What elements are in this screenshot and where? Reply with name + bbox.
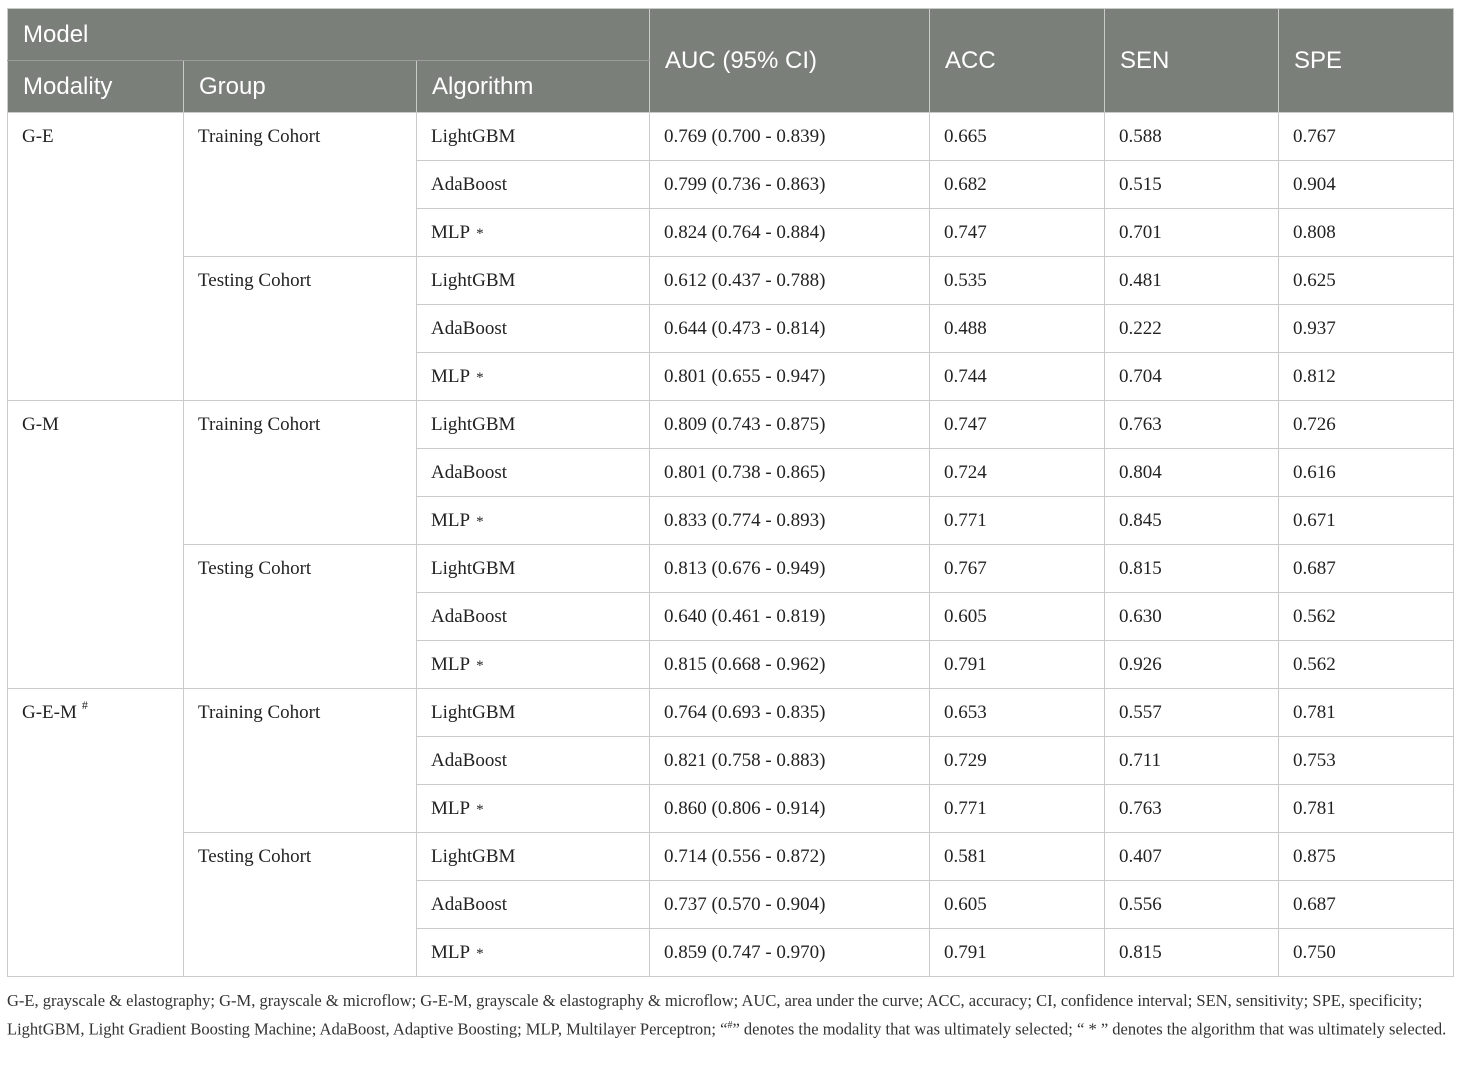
auc-cell: 0.833 (0.774 - 0.893) xyxy=(650,497,930,545)
spe-cell: 0.687 xyxy=(1279,545,1454,593)
header-modality: Modality xyxy=(8,61,184,113)
table-row xyxy=(8,401,1454,449)
auc-cell: 0.813 (0.676 - 0.949) xyxy=(650,545,930,593)
selected-algorithm-mark: * xyxy=(476,945,484,962)
algorithm-cell xyxy=(417,689,650,737)
spe-cell: 0.616 xyxy=(1279,449,1454,497)
auc-cell: 0.824 (0.764 - 0.884) xyxy=(650,209,930,257)
algorithm-cell xyxy=(417,545,650,593)
acc-cell: 0.744 xyxy=(930,353,1105,401)
spe-cell: 0.687 xyxy=(1279,881,1454,929)
algorithm-cell xyxy=(417,593,650,641)
algorithm-name: LightGBM xyxy=(431,413,516,435)
header-group: Group xyxy=(184,61,417,113)
algorithm-name: AdaBoost xyxy=(431,173,507,195)
algorithm-cell xyxy=(417,209,650,257)
algorithm-cell xyxy=(417,497,650,545)
acc-cell: 0.682 xyxy=(930,161,1105,209)
spe-cell: 0.562 xyxy=(1279,641,1454,689)
header-acc: ACC xyxy=(930,9,1105,113)
auc-cell: 0.714 (0.556 - 0.872) xyxy=(650,833,930,881)
spe-cell: 0.750 xyxy=(1279,929,1454,977)
sen-cell: 0.556 xyxy=(1105,881,1279,929)
group-cell: Training Cohort xyxy=(184,689,417,833)
spe-cell: 0.781 xyxy=(1279,785,1454,833)
auc-cell: 0.769 (0.700 - 0.839) xyxy=(650,113,930,161)
header-model: Model xyxy=(8,9,650,61)
modality-name: G-E xyxy=(22,126,54,147)
algorithm-cell xyxy=(417,881,650,929)
modality-cell xyxy=(8,401,184,689)
sen-cell: 0.630 xyxy=(1105,593,1279,641)
algorithm-cell xyxy=(417,785,650,833)
algorithm-cell xyxy=(417,929,650,977)
spe-cell: 0.767 xyxy=(1279,113,1454,161)
algorithm-name: LightGBM xyxy=(431,557,516,579)
table-row xyxy=(8,257,1454,305)
algorithm-name: MLP xyxy=(431,509,471,531)
table-row xyxy=(8,113,1454,161)
header-sen: SEN xyxy=(1105,9,1279,113)
auc-cell: 0.859 (0.747 - 0.970) xyxy=(650,929,930,977)
selected-algorithm-mark: * xyxy=(476,513,484,530)
auc-cell: 0.860 (0.806 - 0.914) xyxy=(650,785,930,833)
sen-cell: 0.804 xyxy=(1105,449,1279,497)
group-cell: Training Cohort xyxy=(184,401,417,545)
sen-cell: 0.557 xyxy=(1105,689,1279,737)
sen-cell: 0.588 xyxy=(1105,113,1279,161)
selected-algorithm-mark: * xyxy=(476,225,484,242)
auc-cell: 0.809 (0.743 - 0.875) xyxy=(650,401,930,449)
algorithm-name: MLP xyxy=(431,365,471,387)
sen-cell: 0.815 xyxy=(1105,929,1279,977)
algorithm-name: AdaBoost xyxy=(431,317,507,339)
acc-cell: 0.665 xyxy=(930,113,1105,161)
acc-cell: 0.791 xyxy=(930,641,1105,689)
algorithm-cell xyxy=(417,737,650,785)
sen-cell: 0.763 xyxy=(1105,785,1279,833)
algorithm-cell xyxy=(417,113,650,161)
algorithm-name: AdaBoost xyxy=(431,749,507,771)
header-auc: AUC (95% CI) xyxy=(650,9,930,113)
algorithm-name: MLP xyxy=(431,221,471,243)
sen-cell: 0.515 xyxy=(1105,161,1279,209)
modality-cell xyxy=(8,689,184,977)
table-row xyxy=(8,545,1454,593)
sen-cell: 0.763 xyxy=(1105,401,1279,449)
algorithm-name: LightGBM xyxy=(431,125,516,147)
footnote-algorithm-mark: * xyxy=(1088,1019,1097,1039)
spe-cell: 0.808 xyxy=(1279,209,1454,257)
footnote-part2: ” denotes the modality that was ultimately selected; “ xyxy=(732,1019,1089,1039)
spe-cell: 0.562 xyxy=(1279,593,1454,641)
acc-cell: 0.771 xyxy=(930,497,1105,545)
algorithm-cell xyxy=(417,353,650,401)
algorithm-cell xyxy=(417,641,650,689)
results-table xyxy=(7,8,1454,977)
spe-cell: 0.625 xyxy=(1279,257,1454,305)
selected-algorithm-mark: * xyxy=(476,369,484,386)
sen-cell: 0.926 xyxy=(1105,641,1279,689)
acc-cell: 0.791 xyxy=(930,929,1105,977)
auc-cell: 0.801 (0.655 - 0.947) xyxy=(650,353,930,401)
auc-cell: 0.612 (0.437 - 0.788) xyxy=(650,257,930,305)
auc-cell: 0.737 (0.570 - 0.904) xyxy=(650,881,930,929)
algorithm-name: LightGBM xyxy=(431,845,516,867)
algorithm-name: AdaBoost xyxy=(431,605,507,627)
selected-modality-mark: # xyxy=(81,698,88,712)
algorithm-name: LightGBM xyxy=(431,701,516,723)
algorithm-cell xyxy=(417,257,650,305)
group-cell: Testing Cohort xyxy=(184,257,417,401)
group-cell: Testing Cohort xyxy=(184,545,417,689)
algorithm-name: AdaBoost xyxy=(431,893,507,915)
algorithm-cell xyxy=(417,161,650,209)
header-spe: SPE xyxy=(1279,9,1454,113)
algorithm-cell xyxy=(417,401,650,449)
algorithm-name: MLP xyxy=(431,653,471,675)
acc-cell: 0.605 xyxy=(930,881,1105,929)
spe-cell: 0.753 xyxy=(1279,737,1454,785)
acc-cell: 0.771 xyxy=(930,785,1105,833)
sen-cell: 0.704 xyxy=(1105,353,1279,401)
auc-cell: 0.799 (0.736 - 0.863) xyxy=(650,161,930,209)
modality-cell xyxy=(8,113,184,401)
sen-cell: 0.815 xyxy=(1105,545,1279,593)
footnote-part3: ” denotes the algorithm that was ultimately selected. xyxy=(1096,1019,1447,1039)
modality-name: G-E-M xyxy=(22,702,77,723)
selected-algorithm-mark: * xyxy=(476,801,484,818)
algorithm-name: MLP xyxy=(431,797,471,819)
acc-cell: 0.581 xyxy=(930,833,1105,881)
table-footnote xyxy=(7,988,1457,1042)
acc-cell: 0.767 xyxy=(930,545,1105,593)
algorithm-name: MLP xyxy=(431,941,471,963)
auc-cell: 0.801 (0.738 - 0.865) xyxy=(650,449,930,497)
acc-cell: 0.724 xyxy=(930,449,1105,497)
sen-cell: 0.222 xyxy=(1105,305,1279,353)
acc-cell: 0.488 xyxy=(930,305,1105,353)
auc-cell: 0.815 (0.668 - 0.962) xyxy=(650,641,930,689)
footnote-modality-mark: # xyxy=(727,1020,733,1031)
acc-cell: 0.747 xyxy=(930,401,1105,449)
group-cell: Training Cohort xyxy=(184,113,417,257)
sen-cell: 0.701 xyxy=(1105,209,1279,257)
algorithm-name: LightGBM xyxy=(431,269,516,291)
footnote-part1: G-E, grayscale & elastography; G-M, grayscale & microflow; G-E-M, grayscale & elastography & microflow; AUC, area under the curve; ACC, accuracy; CI, confidence interval; SEN, sensitivity; SPE, specificity; LightGBM, Light Gradient Boosting Machine; AdaBoost, Adaptive Boosting; MLP, Multilayer Perceptron; “ xyxy=(7,991,1423,1039)
algorithm-name: AdaBoost xyxy=(431,461,507,483)
sen-cell: 0.711 xyxy=(1105,737,1279,785)
algorithm-cell xyxy=(417,305,650,353)
table-row xyxy=(8,833,1454,881)
acc-cell: 0.729 xyxy=(930,737,1105,785)
algorithm-cell xyxy=(417,833,650,881)
algorithm-cell xyxy=(417,449,650,497)
spe-cell: 0.671 xyxy=(1279,497,1454,545)
acc-cell: 0.535 xyxy=(930,257,1105,305)
auc-cell: 0.764 (0.693 - 0.835) xyxy=(650,689,930,737)
spe-cell: 0.726 xyxy=(1279,401,1454,449)
auc-cell: 0.640 (0.461 - 0.819) xyxy=(650,593,930,641)
table-row xyxy=(8,689,1454,737)
spe-cell: 0.937 xyxy=(1279,305,1454,353)
sen-cell: 0.845 xyxy=(1105,497,1279,545)
selected-algorithm-mark: * xyxy=(476,657,484,674)
header-algorithm: Algorithm xyxy=(417,61,650,113)
acc-cell: 0.747 xyxy=(930,209,1105,257)
modality-name: G-M xyxy=(22,414,59,435)
acc-cell: 0.653 xyxy=(930,689,1105,737)
spe-cell: 0.904 xyxy=(1279,161,1454,209)
spe-cell: 0.875 xyxy=(1279,833,1454,881)
acc-cell: 0.605 xyxy=(930,593,1105,641)
spe-cell: 0.781 xyxy=(1279,689,1454,737)
spe-cell: 0.812 xyxy=(1279,353,1454,401)
auc-cell: 0.644 (0.473 - 0.814) xyxy=(650,305,930,353)
group-cell: Testing Cohort xyxy=(184,833,417,977)
auc-cell: 0.821 (0.758 - 0.883) xyxy=(650,737,930,785)
table-header xyxy=(8,9,1454,113)
table-body xyxy=(8,113,1454,977)
sen-cell: 0.407 xyxy=(1105,833,1279,881)
sen-cell: 0.481 xyxy=(1105,257,1279,305)
